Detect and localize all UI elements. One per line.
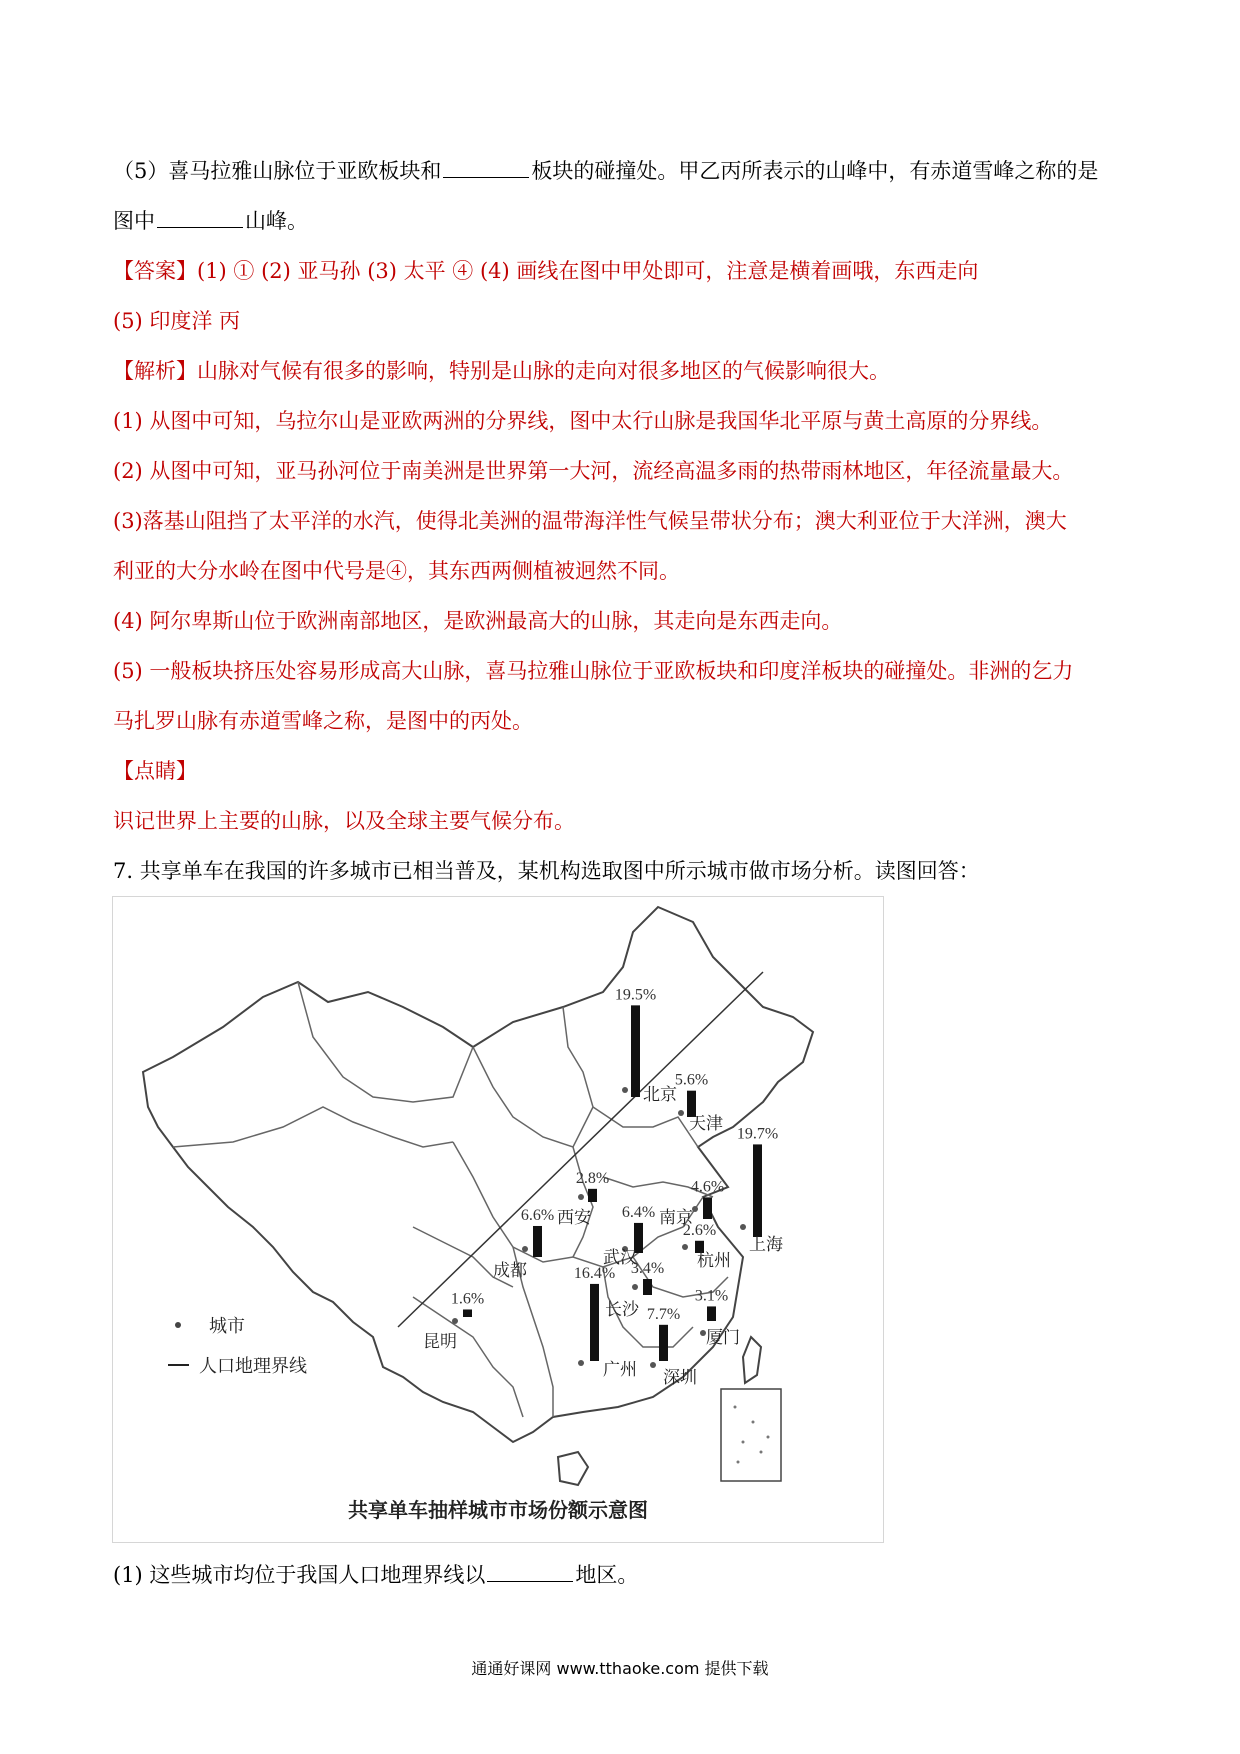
analysis-line: (1) 从图中可知，乌拉尔山是亚欧两洲的分界线，图中太行山脉是我国华北平原与黄土高原的分界线。 xyxy=(113,409,1053,433)
map-outline xyxy=(143,907,813,1485)
city-name-label: 上海 xyxy=(749,1235,783,1255)
map-figure xyxy=(112,896,884,1543)
china-map xyxy=(113,897,883,1542)
q5-text: 山峰。 xyxy=(245,209,308,233)
city-name-label: 西安 xyxy=(557,1208,591,1228)
q5-blank-2[interactable] xyxy=(157,209,243,228)
share-bar xyxy=(590,1284,599,1361)
share-bar xyxy=(533,1226,542,1257)
analysis-intro xyxy=(113,358,890,384)
hainan-island xyxy=(558,1452,588,1485)
map-caption: 共享单车抽样城市市场份额示意图 xyxy=(348,1498,648,1522)
share-value-label: 4.6% xyxy=(690,1178,725,1196)
city-dot xyxy=(682,1244,688,1250)
share-bar xyxy=(707,1306,716,1321)
city-dot xyxy=(578,1360,584,1366)
city-dot xyxy=(678,1110,684,1116)
q7-blank-1[interactable] xyxy=(487,1563,573,1582)
share-bar xyxy=(703,1197,712,1219)
city-dot xyxy=(632,1284,638,1290)
share-bar xyxy=(463,1309,472,1317)
analysis-line: (5) 一般板块挤压处容易形成高大山脉，喜马拉雅山脉位于亚欧板块和印度洋板块的碰撞处。非洲的乞力 xyxy=(113,659,1074,683)
inset-islands xyxy=(734,1406,770,1464)
legend-city-label: 城市 xyxy=(209,1316,245,1337)
province-boundary xyxy=(473,1007,593,1147)
q5-line-1 xyxy=(113,158,1098,184)
city-name-label: 长沙 xyxy=(605,1300,639,1320)
q7-stem: 7. 共享单车在我国的许多城市已相当普及，某机构选取图中所示城市做市场分析。读图回答： xyxy=(113,859,980,883)
share-value-label: 5.6% xyxy=(674,1071,709,1089)
share-value-label: 7.7% xyxy=(646,1305,681,1323)
analysis-line: (4) 阿尔卑斯山位于欧洲南部地区，是欧洲最高大的山脉，其走向是东西走向。 xyxy=(113,609,843,633)
city-dot xyxy=(650,1362,656,1368)
city-name-label: 天津 xyxy=(689,1114,723,1134)
share-value-label: 19.7% xyxy=(736,1125,779,1143)
answer-line-1 xyxy=(113,258,978,284)
city-name-label: 昆明 xyxy=(423,1332,457,1352)
q5-text: 板块的碰撞处。甲乙丙所表示的山峰中，有赤道雪峰之称的是 xyxy=(531,159,1099,183)
share-value-label: 16.4% xyxy=(573,1264,616,1282)
share-value-label: 6.4% xyxy=(621,1203,656,1221)
analysis-line: 马扎罗山脉有赤道雪峰之称，是图中的丙处。 xyxy=(113,709,533,733)
share-bar xyxy=(753,1144,762,1237)
analysis-line: (3)落基山阻挡了太平洋的水汽，使得北美洲的温带海洋性气候呈带状分布；澳大利亚位于大洋洲，澳大 xyxy=(113,509,1067,533)
city-dot xyxy=(578,1194,584,1200)
share-bar xyxy=(631,1005,640,1097)
legend-line-label: 人口地理界线 xyxy=(199,1356,307,1377)
share-value-label: 3.1% xyxy=(694,1287,729,1305)
analysis-tag: 【解析】 xyxy=(113,359,197,383)
city-name-label: 深圳 xyxy=(663,1368,697,1388)
share-value-label: 2.8% xyxy=(575,1169,610,1187)
city-name-label: 杭州 xyxy=(697,1251,731,1271)
q5-blank-1[interactable] xyxy=(443,159,529,178)
dianjing-text: 识记世界上主要的山脉，以及全球主要气候分布。 xyxy=(113,809,575,833)
q7-sub1-text: 地区。 xyxy=(575,1563,639,1587)
q7-sub1 xyxy=(113,1562,638,1588)
answer-tag: 【答案】 xyxy=(113,259,197,283)
south-china-sea-inset xyxy=(721,1389,781,1481)
q7-sub1-text: (1) 这些城市均位于我国人口地理界线以 xyxy=(113,1563,486,1587)
city-dot xyxy=(740,1224,746,1230)
share-bar xyxy=(659,1325,668,1361)
analysis-line: (2) 从图中可知，亚马孙河位于南美洲是世界第一大河，流经高温多雨的热带雨林地区，年径流量最大。 xyxy=(113,459,1074,483)
share-value-label: 1.6% xyxy=(450,1290,485,1308)
share-bar xyxy=(588,1189,597,1202)
city-dot xyxy=(622,1087,628,1093)
dianjing-tag: 【点睛】 xyxy=(113,759,197,783)
share-value-label: 2.6% xyxy=(682,1221,717,1239)
analysis-text: 山脉对气候有很多的影响，特别是山脉的走向对很多地区的气候影响很大。 xyxy=(197,359,890,383)
map-legend xyxy=(168,1316,307,1377)
analysis-line: 利亚的大分水岭在图中代号是④，其东西两侧植被迥然不同。 xyxy=(113,559,680,583)
footer: 通通好课网 www.tthaoke.com 提供下载 xyxy=(471,1659,769,1678)
city-name-label: 南京 xyxy=(659,1208,693,1228)
answer-line-2: (5) 印度洋 丙 xyxy=(113,309,241,333)
city-dot xyxy=(522,1246,528,1252)
taiwan-island xyxy=(743,1337,761,1383)
share-value-label: 6.6% xyxy=(520,1206,555,1224)
province-boundary xyxy=(173,1107,453,1147)
share-value-label: 19.5% xyxy=(614,986,657,1004)
share-bar xyxy=(643,1279,652,1295)
answer-text: (1) ① (2) 亚马孙 (3) 太平 ④ (4) 画线在图中甲处即可，注意是横着画哦，东西走向 xyxy=(197,259,979,283)
city-name-label: 成都 xyxy=(493,1261,527,1281)
legend-city-dot xyxy=(175,1322,181,1328)
city-name-label: 厦门 xyxy=(706,1328,740,1348)
city-dot xyxy=(452,1318,458,1324)
share-value-label: 3.4% xyxy=(630,1260,665,1278)
city-name-label: 北京 xyxy=(643,1085,677,1105)
q5-text: 图中 xyxy=(113,209,155,233)
q5-text: （5）喜马拉雅山脉位于亚欧板块和 xyxy=(113,159,442,183)
q5-line-2 xyxy=(113,208,308,234)
city-name-label: 广州 xyxy=(603,1360,637,1380)
city-name-label: 武汉 xyxy=(603,1248,637,1268)
